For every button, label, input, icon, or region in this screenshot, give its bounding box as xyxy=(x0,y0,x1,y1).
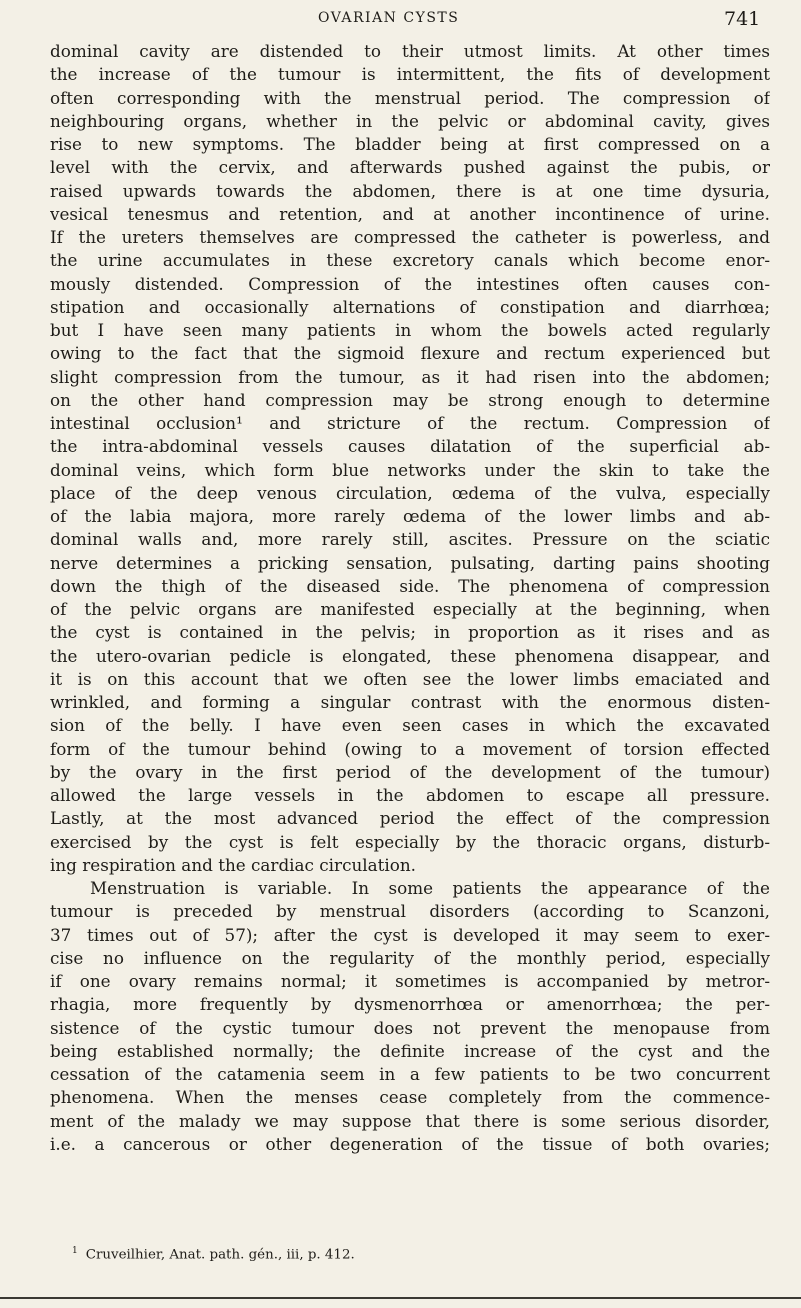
text-line: ing respiration and the cardiac circulation. xyxy=(50,854,417,875)
text-line: place of the deep venous circulation, œdema of the vulva, especially xyxy=(50,482,770,503)
text-line: often corresponding with the menstrual period. The compression of xyxy=(50,87,770,108)
text-line: form of the tumour behind (owing to a movement of torsion effected xyxy=(50,738,770,759)
text-line: the urine accumulates in these excretory canals which become enor- xyxy=(50,250,770,271)
text-line: it is on this account that we often see the lower limbs emaciated and xyxy=(50,668,770,689)
text-line: Menstruation is variable. In some patients the appearance of the xyxy=(90,878,770,898)
text-line: dominal veins, which form blue networks under the skin to take the xyxy=(50,459,770,480)
text-line: the utero-ovarian pedicle is elongated, these phenomena disappear, and xyxy=(50,645,770,666)
text-line: but I have seen many patients in whom the bowels acted regularly xyxy=(50,320,770,340)
text-line: the increase of the tumour is intermittent, the fits of development xyxy=(50,64,770,85)
running-head: OVARIAN CYSTS xyxy=(318,10,460,26)
text-line: wrinkled, and forming a singular contrast with the enormous disten- xyxy=(50,692,770,712)
text-line: i.e. a cancerous or other degeneration of the tissue of both ovaries; xyxy=(50,1133,770,1154)
text-line: rise to new symptoms. The bladder being at first compressed on a xyxy=(50,134,770,154)
text-line: sistence of the cystic tumour does not prevent the menopause from xyxy=(50,1017,770,1038)
text-line: the intra-abdominal vessels causes dilatation of the superficial ab- xyxy=(50,436,770,457)
footnote xyxy=(72,1246,692,1262)
text-line: Lastly, at the most advanced period the effect of the compression xyxy=(50,808,770,829)
text-line: if one ovary remains normal; it sometimes is accompanied by metror- xyxy=(50,971,770,991)
footnote-text: Cruveilhier, Anat. path. gén., iii, p. 412. xyxy=(85,1247,355,1263)
text-line: tumour is preceded by menstrual disorders (according to Scanzoni, xyxy=(50,901,770,922)
text-line: 37 times out of 57); after the cyst is developed it may seem to exer- xyxy=(50,924,770,945)
text-line: being established normally; the definite increase of the cyst and the xyxy=(50,1040,770,1061)
text-line: nerve determines a pricking sensation, pulsating, darting pains shooting xyxy=(50,552,770,573)
footnote-marker: 1 xyxy=(72,1246,78,1256)
text-line: If the ureters themselves are compressed the catheter is powerless, and xyxy=(50,227,770,247)
text-line: cise no influence on the regularity of the monthly period, especially xyxy=(50,947,770,968)
text-line: dominal cavity are distended to their utmost limits. At other times xyxy=(50,41,770,61)
text-line: the cyst is contained in the pelvis; in proportion as it rises and as xyxy=(50,622,770,643)
text-line: slight compression from the tumour, as it had risen into the abdomen; xyxy=(50,366,770,387)
text-line: of the pelvic organs are manifested especially at the beginning, when xyxy=(50,599,770,619)
text-line: down the thigh of the diseased side. The phenomena of compression xyxy=(50,575,770,596)
text-line: rhagia, more frequently by dysmenorrhœa or amenorrhœa; the per- xyxy=(50,994,770,1015)
text-line: phenomena. When the menses cease completely from the commence- xyxy=(50,1087,770,1108)
text-line: intestinal occlusion¹ and stricture of the rectum. Compression of xyxy=(50,413,770,433)
page-edge-divider xyxy=(0,1297,801,1299)
text-line: cessation of the catamenia seem in a few patients to be two concurrent xyxy=(50,1064,770,1084)
text-line: by the ovary in the first period of the development of the tumour) xyxy=(50,761,770,782)
text-line: dominal walls and, more rarely still, ascites. Pressure on the sciatic xyxy=(50,529,770,550)
text-line: allowed the large vessels in the abdomen to escape all pressure. xyxy=(50,785,770,805)
text-line: sion of the belly. I have even seen cases in which the excavated xyxy=(50,715,770,736)
text-line: of the labia majora, more rarely œdema of the lower limbs and ab- xyxy=(50,506,770,526)
text-line: on the other hand compression may be strong enough to determine xyxy=(50,389,770,410)
page-header xyxy=(0,8,801,38)
text-line: raised upwards towards the abdomen, there is at one time dysuria, xyxy=(50,180,770,201)
text-line: level with the cervix, and afterwards pushed against the pubis, or xyxy=(50,157,770,178)
text-line: stipation and occasionally alternations of constipation and diarrhœa; xyxy=(50,296,770,317)
body-text xyxy=(50,40,770,1156)
page-number: 741 xyxy=(724,8,761,30)
text-line: neighbouring organs, whether in the pelvic or abdominal cavity, gives xyxy=(50,110,770,131)
text-line: owing to the fact that the sigmoid flexure and rectum experienced but xyxy=(50,343,770,364)
text-line: mously distended. Compression of the intestines often causes con- xyxy=(50,273,770,294)
text-line: exercised by the cyst is felt especially by the thoracic organs, disturb- xyxy=(50,831,770,852)
text-line: vesical tenesmus and retention, and at another incontinence of urine. xyxy=(50,203,770,224)
text-line: ment of the malady we may suppose that there is some serious disorder, xyxy=(50,1110,770,1131)
